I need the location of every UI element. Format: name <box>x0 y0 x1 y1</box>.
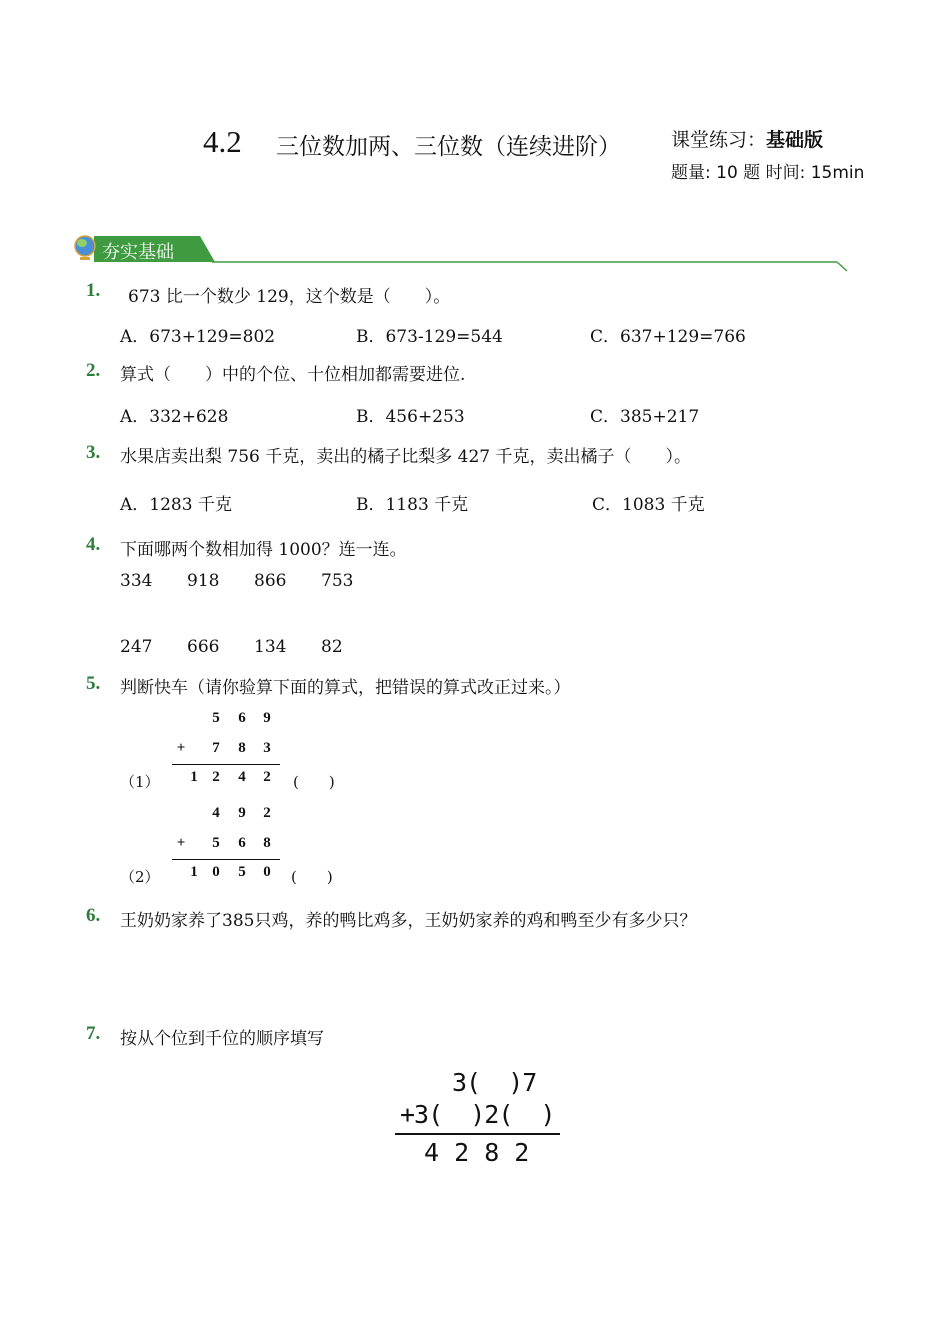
digit: 1 <box>190 864 198 880</box>
q1-option-c: C．637+129=766 <box>590 327 746 347</box>
globe-icon <box>72 234 98 264</box>
digit: 6 <box>238 710 246 726</box>
q7-line-top: 3( )7 <box>452 1068 537 1097</box>
plus-sign: + <box>176 740 186 756</box>
q4-bottom-number: 82 <box>321 637 343 657</box>
sum-line <box>172 859 280 860</box>
digit: 2 <box>263 769 271 785</box>
practice-level: 基础版 <box>766 129 824 151</box>
digit: 9 <box>263 710 271 726</box>
q5-sub1-label: （1） <box>120 773 160 791</box>
q5-sub2-label: （2） <box>120 868 160 886</box>
q4-text: 下面哪两个数相加得 1000？连一连。 <box>120 540 407 560</box>
practice-line <box>671 125 823 152</box>
digit: 9 <box>238 805 246 821</box>
q4-bottom-number: 247 <box>120 637 153 657</box>
section-label: 夯实基础 <box>102 242 174 263</box>
q4-top-number: 918 <box>187 571 220 591</box>
digit: 6 <box>238 835 246 851</box>
digit: 5 <box>238 864 246 880</box>
practice-label: 课堂练习： <box>671 129 767 151</box>
digit: 3 <box>263 740 271 756</box>
q7-line-result: 4 2 8 2 <box>424 1138 530 1167</box>
q6-number: 6. <box>86 905 101 926</box>
q1-text: 673 比一个数少 129，这个数是（ ）。 <box>128 287 451 307</box>
q1-option-a: A．673+129=802 <box>120 327 276 347</box>
q3-number: 3. <box>86 442 101 463</box>
plus-sign: + <box>176 835 186 851</box>
q2-option-b: B．456+253 <box>356 407 465 427</box>
digit: 0 <box>212 864 220 880</box>
q4-number: 4. <box>86 534 101 555</box>
q2-option-a: A．332+628 <box>120 407 229 427</box>
q3-option-c: C．1083 千克 <box>592 495 705 515</box>
digit: 0 <box>263 864 271 880</box>
q1-option-b: B．673-129=544 <box>356 327 503 347</box>
meta-text: 题量: 10 题 时间: 15min <box>671 163 865 183</box>
digit: 4 <box>238 769 246 785</box>
q2-option-c: C．385+217 <box>590 407 700 427</box>
q3-option-a: A．1283 千克 <box>120 495 232 515</box>
digit: 8 <box>238 740 246 756</box>
digit: 4 <box>212 805 220 821</box>
digit: 8 <box>263 835 271 851</box>
banner-shape <box>72 232 852 274</box>
digit: 5 <box>212 835 220 851</box>
q5-sub2-answer-blank[interactable]: ( ) <box>291 868 333 886</box>
q4-bottom-number: 134 <box>254 637 287 657</box>
page-title: 三位数加两、三位数（连续进阶） <box>276 134 621 160</box>
q5-sub1-answer-blank[interactable]: ( ) <box>293 773 335 791</box>
q4-bottom-number: 666 <box>187 637 220 657</box>
q7-text: 按从个位到千位的顺序填写 <box>120 1029 324 1049</box>
digit: 2 <box>212 769 220 785</box>
q2-number: 2. <box>86 360 101 381</box>
q1-number: 1. <box>86 280 101 301</box>
sum-line <box>172 764 280 765</box>
q6-text: 王奶奶家养了385只鸡，养的鸭比鸡多，王奶奶家养的鸡和鸭至少有多少只？ <box>120 911 697 931</box>
section-number: 4.2 <box>203 124 242 159</box>
digit: 2 <box>263 805 271 821</box>
q5-number: 5. <box>86 673 101 694</box>
q4-top-number: 334 <box>120 571 153 591</box>
section-banner <box>72 232 852 274</box>
q7-line-second: +3( )2( ) <box>400 1100 555 1129</box>
q7-sum-line <box>395 1133 560 1135</box>
q4-top-number: 753 <box>321 571 354 591</box>
q5-text: 判断快车（请你验算下面的算式，把错误的算式改正过来。） <box>120 678 571 698</box>
q4-top-number: 866 <box>254 571 287 591</box>
q3-text: 水果店卖出梨 756 千克，卖出的橘子比梨多 427 千克，卖出橘子（ ）。 <box>120 447 692 467</box>
q3-option-b: B．1183 千克 <box>356 495 469 515</box>
digit: 5 <box>212 710 220 726</box>
q2-text: 算式（ ）中的个位、十位相加都需要进位. <box>120 365 466 385</box>
q7-number: 7. <box>86 1023 101 1044</box>
digit: 7 <box>212 740 220 756</box>
digit: 1 <box>190 769 198 785</box>
